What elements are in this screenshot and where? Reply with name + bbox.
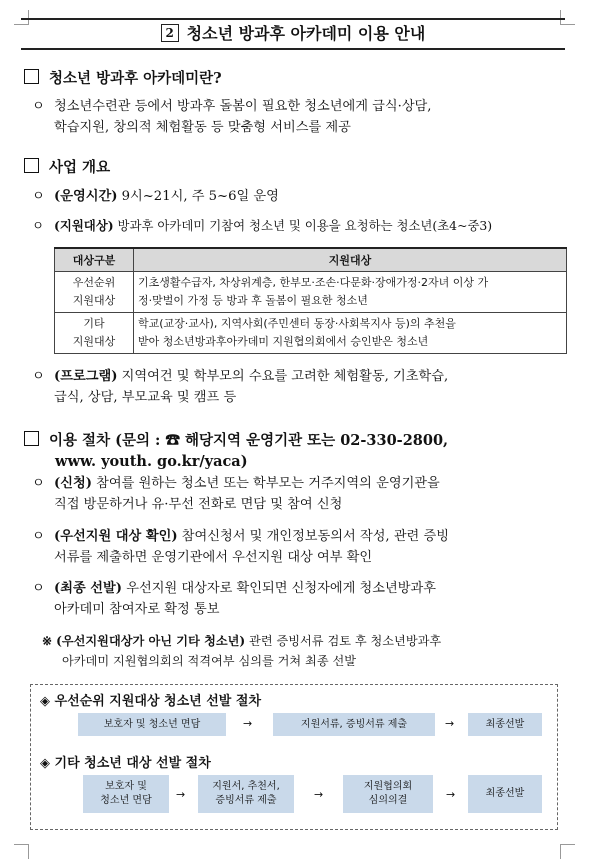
circle-bullet-icon: ㅇ [32,476,45,491]
section-heading-procedure: 이용 절차 (문의 : ☎ 해당지역 운영기관 또는 02-330-2800, www. youth. go.kr/yaca) [24,429,448,470]
arrow-right-icon: → [176,788,186,801]
section-number: 2 [161,24,179,42]
page-title-text: 청소년 방과후 아카데미 이용 안내 [186,24,426,43]
procedure-final: ㅇ (최종 선발) 우선지원 대상자로 확인되면 신청자에게 청소년방과후 아카데미 참여자로 확정 통보 [32,578,572,620]
crop-mark-bottom-right [560,844,575,859]
circle-bullet-icon: ㅇ [32,369,45,384]
table-row: 우선순위 지원대상 기초생활수급자, 차상위계층, 한부모·조손·다문화·장애가정·2자녀 이상 가 정·맞벌이 가정 등 방과 후 돌봄이 필요한 청소년 [55,272,567,313]
priority-process-title: ◈ 우선순위 지원대상 청소년 선발 절차 [40,694,262,709]
section-heading-overview: 사업 개요 [24,156,110,177]
process-step: 보호자 및 청소년 면담 [83,775,169,813]
page-title [21,18,565,50]
process-step: 지원서류, 증빙서류 제출 [273,713,435,736]
diamond-bullet-icon: ◈ [40,756,50,771]
square-bullet-icon [24,158,39,173]
operating-hours: ㅇ (운영시간) 9시~21시, 주 5~6일 운영 [32,186,572,207]
circle-bullet-icon: ㅇ [32,581,45,596]
circle-bullet-icon: ㅇ [32,218,44,233]
procedure-note: ※ (우선지원대상가 아닌 기타 청소년) 관련 증빙서류 검토 후 청소년방과후 아카데미 지원협의회의 적격여부 심의를 거쳐 최종 선발 [42,634,442,668]
table-header-target: 지원대상 [134,248,567,272]
process-step: 보호자 및 청소년 면담 [78,713,226,736]
academy-description: ㅇ 청소년수련관 등에서 방과후 돌봄이 필요한 청소년에게 급식·상담, 학습지원, 창의적 체험활동 등 맞춤형 서비스를 제공 [32,96,572,138]
square-bullet-icon [24,69,39,84]
table-row: 기타 지원대상 학교(교장·교사), 지역사회(주민센터 동장·사회복지사 등)의 추천을 받아 청소년방과후아카데미 지원협의회에서 승인받은 청소년 [55,313,567,354]
section-heading-academy: 청소년 방과후 아카데미란? [24,67,222,88]
arrow-right-icon: → [445,717,455,730]
arrow-right-icon: → [243,717,253,730]
process-step: 지원서, 추천서, 증빙서류 제출 [198,775,294,813]
support-target-table [54,247,567,354]
procedure-confirm: ㅇ (우선지원 대상 확인) 참여신청서 및 개인정보동의서 작성, 관련 증빙 서류를 제출하면 운영기관에서 우선지원 대상 여부 확인 [32,526,572,568]
support-target: ㅇ (지원대상) 방과후 아카데미 기참여 청소년 및 이용을 요청하는 청소년(초4~중3) [32,215,572,236]
program-description: ㅇ (프로그램) 지역여건 및 학부모의 수요를 고려한 체험활동, 기초학습, 급식, 상담, 부모교육 및 캠프 등 [32,366,572,408]
process-step: 최종선발 [468,713,542,736]
procedure-apply: ㅇ (신청) 참여를 원하는 청소년 또는 학부모는 거주지역의 운영기관을 직접 방문하거나 유·무선 전화로 면담 및 참여 신청 [32,473,572,515]
crop-mark-bottom-left [14,844,29,859]
process-step: 최종선발 [468,775,542,813]
arrow-right-icon: → [446,788,456,801]
table-header-category: 대상구분 [55,248,134,272]
circle-bullet-icon: ㅇ [32,189,45,204]
circle-bullet-icon: ㅇ [32,529,45,544]
other-process-title: ◈ 기타 청소년 대상 선발 절차 [40,756,211,771]
circle-bullet-icon: ㅇ [32,99,45,114]
arrow-right-icon: → [314,788,324,801]
note-mark-icon: ※ [42,634,53,648]
diamond-bullet-icon: ◈ [40,694,50,709]
square-bullet-icon [24,431,39,446]
process-step: 지원협의회 심의의결 [343,775,433,813]
